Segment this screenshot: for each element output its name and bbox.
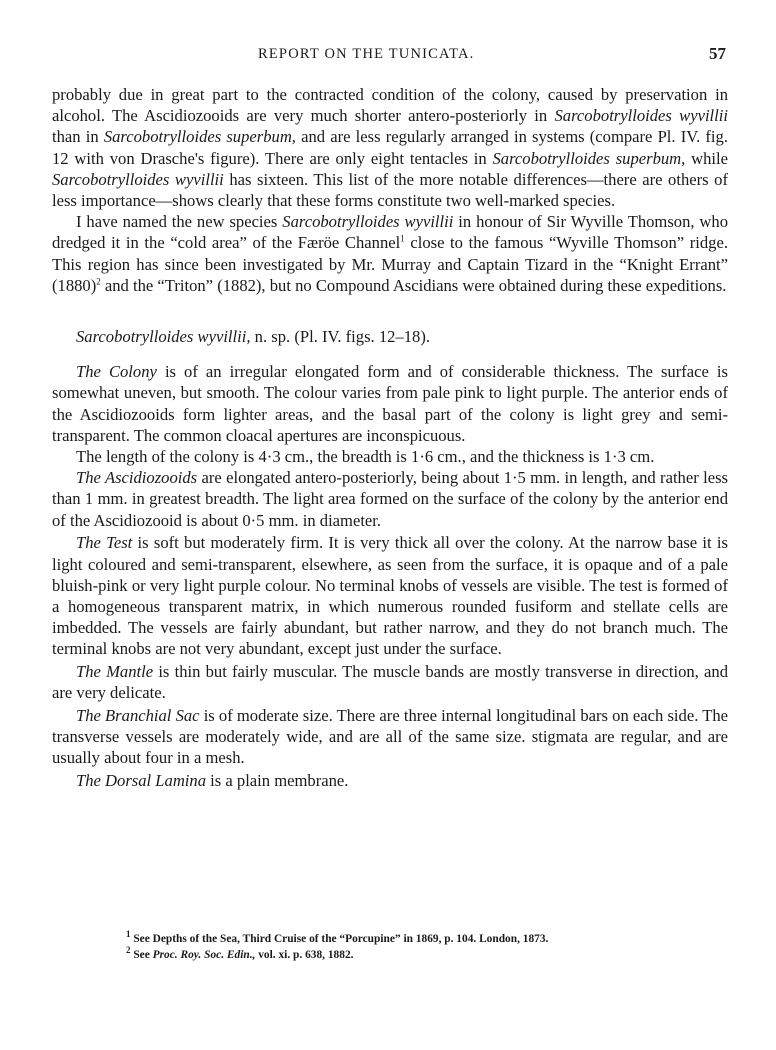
page-number: 57	[709, 44, 726, 63]
text-run: is of an irregular elongated form and of considerable thickness. The surface is somewhat uneven, but smooth. The colour varies from pale pink to light purple. The anterior ends of the Ascidiozooids form lighter areas, and the basal part of the colony is light grey and semi-transparent. The common cloacal apertures are inconspicuous.	[52, 362, 728, 445]
footnotes	[52, 929, 728, 963]
text-run: is soft but moderately firm. It is very thick all over the colony. At the narrow base it is light coloured and semi-transparent, elsewhere, as seen from the surface, it is opaque and of a pale bluish-pink or very light purple colour. No terminal knobs of vessels are visible. The test is formed of a homogeneous transparent matrix, in which numerous rounded fusiform and stellate cells are imbedded. The vessels are fairly abundant, but rather narrow, and they do not branch much. The terminal knobs are not very abundant, except just under the surface.	[52, 533, 728, 659]
paragraph-mantle	[52, 661, 728, 703]
species-name: Sarcobotrylloides superbum,	[492, 148, 686, 168]
footnote-1	[52, 929, 728, 948]
text-run: in honour of Sir Wyville Thomson, who dredged it in the “cold area” of the Færöe Channel	[52, 212, 728, 253]
paragraph-colony	[52, 361, 728, 446]
paragraph-dimensions	[52, 446, 728, 467]
paragraph-branchial-sac	[52, 705, 728, 769]
running-header	[0, 46, 776, 68]
text-run: is a plain membrane.	[206, 771, 349, 791]
footnote-text: vol. xi. p. 638, 1882.	[255, 948, 354, 961]
text-run: probably due in great part to the contracted condition of the colony, caused by preservation in alcohol. The Ascidiozooids are very much shorter antero-posteriorly in	[52, 85, 728, 126]
species-name: Sarcobotrylloides wyvillii	[282, 212, 454, 232]
text-run: and the “Triton” (1882), but no Compound Ascidians were obtained during these expeditions.	[100, 275, 727, 295]
species-name: Sarcobotrylloides wyvillii	[554, 106, 728, 126]
running-title: REPORT ON THE TUNICATA.	[258, 46, 475, 62]
section-title	[52, 326, 728, 347]
paragraph-test	[52, 532, 728, 659]
subheading-ascidiozooids: The Ascidiozooids	[76, 468, 198, 488]
text-run: is thin but fairly muscular. The muscle bands are mostly transverse in direction, and are very delicate.	[52, 662, 728, 703]
text-run: I have named the new species	[76, 212, 283, 232]
paragraph-ascidiozooids	[52, 467, 728, 531]
footnote-text: See Depths of the Sea, Third Cruise of the “Porcupine” in 1869, p. 104. London, 1873.	[130, 933, 549, 945]
subheading-test: The Test	[76, 533, 133, 553]
body-text	[52, 84, 728, 791]
text-run: than in	[52, 127, 104, 147]
paragraph-naming	[52, 211, 728, 296]
text-run: The length of the colony is 4·3 cm., the breadth is 1·6 cm., and the thickness is 1·3 cm.	[76, 447, 655, 467]
text-run: are elongated antero-posteriorly, being about 1·5 mm. in length, and rather less than 1 mm. in greatest breadth. The light area formed on the surface of the colony by the anterior end of the Ascidiozooid is about 0·5 mm. in diameter.	[52, 468, 728, 530]
section-species-name: Sarcobotrylloides wyvillii,	[76, 327, 251, 347]
footnote-text: See	[130, 948, 153, 961]
subheading-dorsal-lamina: The Dorsal Lamina	[76, 771, 207, 791]
section-reference: n. sp. (Pl. IV. figs. 12–18).	[250, 327, 430, 347]
species-name: Sarcobotrylloides wyvillii	[52, 169, 224, 189]
species-name: Sarcobotrylloides superbum,	[103, 127, 296, 147]
subheading-colony: The Colony	[76, 362, 157, 382]
paragraph-comparison	[52, 84, 728, 211]
footnote-ref-2[interactable]: 2	[96, 276, 101, 287]
footnote-ref-1[interactable]: 1	[400, 233, 405, 244]
subheading-branchial-sac: The Branchial Sac	[76, 705, 200, 725]
footnote-mark: 1	[126, 929, 131, 940]
footnote-journal: Proc. Roy. Soc. Edin.,	[152, 948, 256, 961]
footnote-mark: 2	[126, 944, 131, 955]
paragraph-dorsal-lamina	[52, 770, 728, 791]
footnote-2	[52, 944, 728, 964]
subheading-mantle: The Mantle	[76, 662, 154, 682]
text-run: is of moderate size. There are three internal longitudinal bars on each side. The transverse vessels are moderately wide, and are all of the same size. stigmata are regular, and are usually about four in a mesh.	[52, 705, 728, 768]
text-run: close to the famous “Wyville Thomson” ridge. This region has since been investigated by Mr. Murray and Captain Tizard in the “Knight Errant” (1880)	[52, 233, 728, 295]
text-run: while	[685, 148, 729, 168]
text-run: has sixteen. This list of the more notable differences—there are others of less importance—shows clearly that these forms constitute two well-marked species.	[52, 169, 728, 211]
text-run: and are less regularly arranged in systems (compare Pl. IV. fig. 12 with von Drasche's figure). There are only eight tentacles in	[52, 127, 728, 168]
